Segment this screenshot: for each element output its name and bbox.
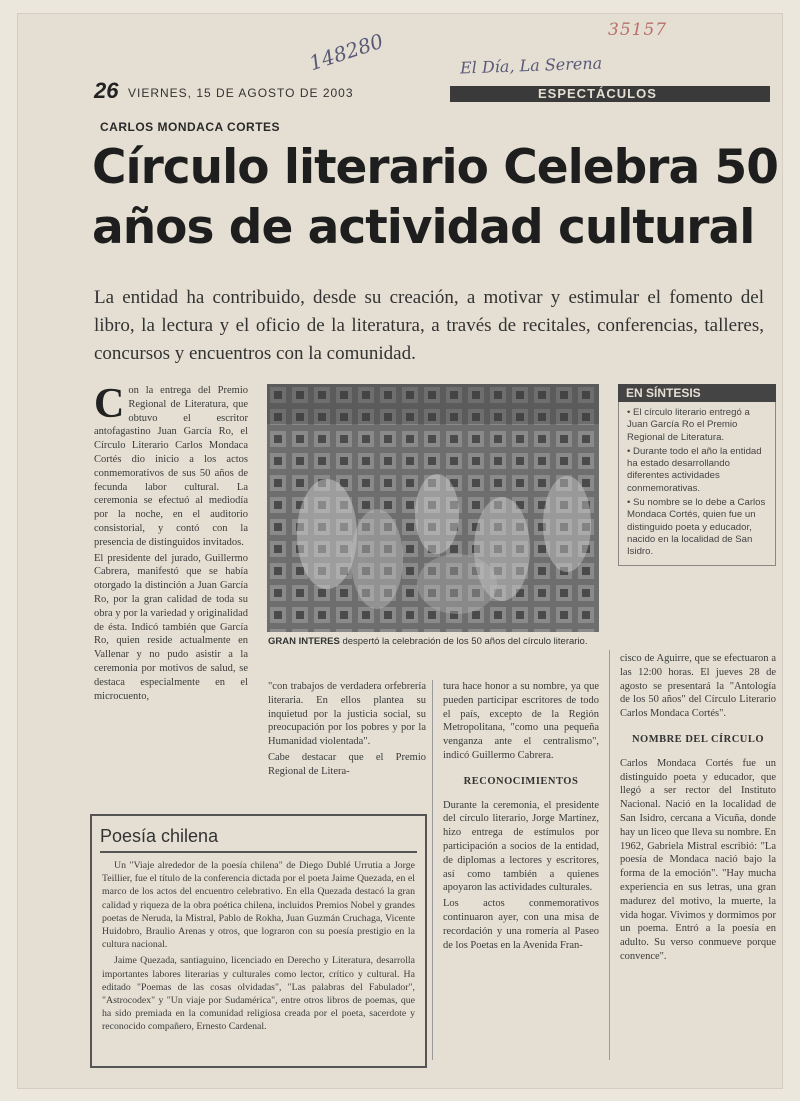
column-1-paragraph-2: El presidente del jurado, Guillermo Cabrera, manifestó que se había otorgado la distinción a Juan García Ro, por la gran calidad de toda su obra y por la variedad y originalidad de ésta. Indicó también que García Ro, quien reside actualmente en Vallenar y no pudo asistir a la ceremonia por motivos de salud, se destaca especialmente en el microcuento, (94, 552, 248, 702)
section-banner (450, 86, 770, 102)
article-column-4 (620, 652, 776, 966)
summary-body (618, 402, 776, 566)
column-2-paragraph-1: "con trabajos de verdadera orfebrería literaria. En ellos plantea su inquietud por la justicia social, su preocupación por los pobres y por la Humanidad violentada". (268, 681, 426, 748)
handwritten-catalog-number: 148280 (306, 28, 387, 76)
article-column-1 (94, 381, 248, 705)
summary-item: • Su nombre se lo debe a Carlos Mondaca Cortés, quien fue un distinguido poeta y educador, nacido en la localidad de San Isidro. (627, 497, 766, 558)
event-photo (267, 384, 599, 632)
byline: CARLOS MONDACA CORTES (100, 120, 281, 134)
column-3-paragraph-2: Durante la ceremonia, el presidente del círculo literario, Jorge Martínez, hizo entrega de estímulos por participación a socios de la entidad, de diplomas a lectores y escritores, así como también a quienes apoyaron las actividades culturales. (443, 799, 599, 894)
summary-header (618, 384, 776, 402)
headline: Círculo literario Celebra 50 años de actividad cultural (92, 140, 778, 255)
article-column-3 (443, 680, 599, 954)
sidebar-box-rule (100, 851, 417, 853)
sidebar-box-paragraph-2: Jaime Quezada, santiaguino, licenciado en Derecho y Literatura, desarrolla importantes labores literarias y culturales como lector, crítico y cultural. Ha editado "Poemas de las cosas olvidadas", "Las palabras del Fabulador", "Astrocodex" y "Un viaje por Sudamérica", entre otros libros de poemas, que ha sido premiada en la comunidad religiosa creada por el poeta, sacerdote y reconocido compañero, Ernesto Cardenal. (102, 955, 415, 1033)
summary-item: • El círculo literario entregó a Juan García Ro el Premio Regional de Literatura. (627, 407, 750, 443)
summary-item: • Durante todo el año la entidad ha estado desarrollando diferentes actividades conmemorativas. (627, 445, 762, 494)
sidebar-box-text (102, 859, 415, 1034)
caption-text: despertó la celebración de los 50 años del círculo literario. (342, 636, 588, 647)
photo-caption (268, 636, 598, 648)
column-divider (432, 680, 433, 1060)
column-3-paragraph-1: tura hace honor a su nombre, ya que pueden participar escritores de todo el país, excepto de la Región Metropolitana, "como una pequeña venganza ante el centralismo", indicó Guillermo Cabrera. (443, 681, 599, 761)
column-4-paragraph-2: Carlos Mondaca Cortés fue un distinguido poeta y educador, que llegó a ser rector del Instituto Nacional. Nació en la localidad de San Isidro, cercana a Vicuña, donde hay un liceo que lleva su nombre. En 1962, Gabriela Mistral escribió: "La poesía de Mondaca nació bajo la forma de la emoción". "Hay mucha experiencia en sus letras, una gran madurez del motivo, la muerte, la vida hogar. Vivimos y dormimos por un poema. Entró a la poesía en adulto. Su verso conmueve porque convence". (620, 757, 776, 962)
column-2-paragraph-2: Cabe destacar que el Premio Regional de Litera- (268, 751, 426, 777)
drop-cap: C (94, 381, 125, 427)
sidebar-box-poesia-chilena (90, 814, 427, 1068)
column-3-paragraph-3: Los actos conmemorativos continuaron ayer, con una misa de recordación y una romería al Paseo de los Poetas en la Avenida Fran- (443, 898, 599, 951)
summary-title: EN SÍNTESIS (626, 386, 701, 400)
handwritten-reference-number: 35157 (608, 20, 668, 40)
column-divider (609, 650, 610, 1060)
section-label: ESPECTÁCULOS (538, 86, 657, 101)
subhead-nombre-del-circulo: NOMBRE DEL CÍRCULO (631, 733, 765, 745)
lead-paragraph: La entidad ha contribuido, desde su creación, a motivar y estimular el fomento del libro, la lectura y el oficio de la literatura, a través de recitales, conferencias, talleres, concursos y encuentros con la comunidad. (94, 287, 764, 364)
summary-box (618, 384, 776, 608)
caption-lead: GRAN INTERES (268, 636, 340, 647)
sidebar-box-paragraph-1: Un "Viaje alrededor de la poesía chilena" de Diego Dublé Urrutia a Jorge Teillier, fue el título de la conferencia dictada por el poeta Jaime Quezada, en el marco de los actos del encuentro celebrativo. En ella Quezada destacó la gran calidad y riqueza de la obra poética chilena, incluidos Premios Nobel y grandes poetas de Neruda, la Mistral, Pablo de Rokha, Juan Guzmán Cruchaga, Vicente Huidobro, Braulio Arenas y otros, que lograron con su poesía prestigio en la cultura nacional. (102, 860, 415, 951)
column-1-paragraph-1: on la entrega del Premio Regional de Literatura, que obtuvo el escritor antofagastino Juan García Ro, el Círculo Literario Carlos Mondaca Cortés dio inicio a los actos conmemorativos de sus 50 años de fecunda labor cultural. La ceremonia se efectuó al mediodía por la noche, en el auditorio consistorial, y contó con la presencia de distinguidos invitados. (94, 385, 248, 548)
sidebar-box-title: Poesía chilena (100, 826, 219, 846)
column-4-paragraph-1: cisco de Aguirre, que se efectuaron a las 12:00 horas. El jueves 28 de agosto se presentará la "Antología de los 50 años" del Círculo Literario Carlos Mondaca Cortés". (620, 653, 776, 720)
subhead-reconocimientos: RECONOCIMIENTOS (463, 775, 579, 787)
page-number: 26 (94, 78, 119, 103)
dateline: VIERNES, 15 DE AGOSTO DE 2003 (128, 86, 354, 100)
article-column-2 (268, 680, 426, 781)
handwritten-source-note: El Día, La Serena (459, 53, 603, 78)
crowd-photo-image (267, 384, 599, 632)
